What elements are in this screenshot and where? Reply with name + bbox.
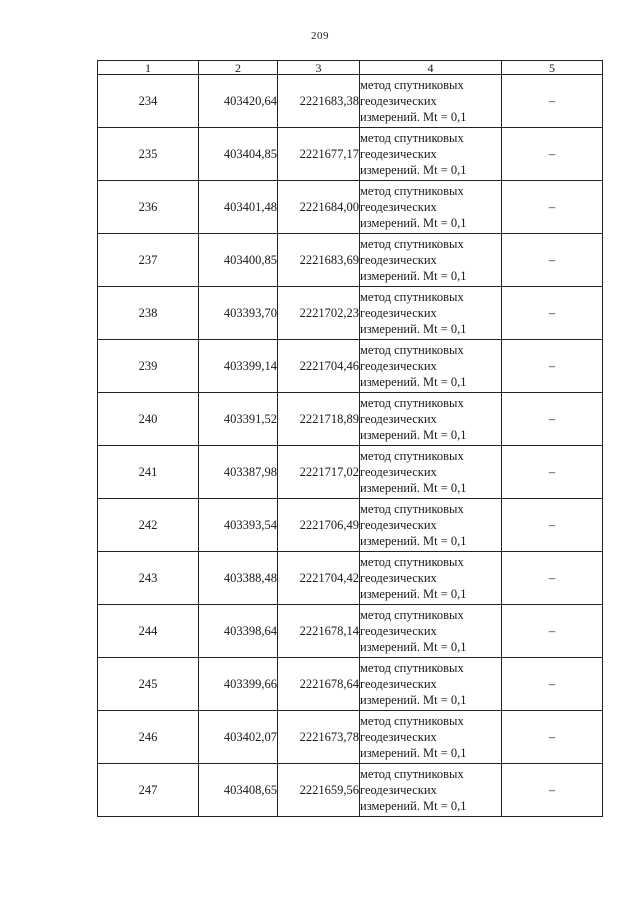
method-line-1: метод спутниковых [360, 237, 464, 251]
point-number: 236 [98, 181, 199, 234]
table-row [98, 393, 603, 446]
point-number: 242 [98, 499, 199, 552]
note-cell: – [502, 711, 603, 764]
table-row [98, 128, 603, 181]
table-row [98, 234, 603, 287]
note-cell: – [502, 287, 603, 340]
table-row [98, 499, 603, 552]
method-line-3: измерений. Mt = 0,1 [360, 481, 467, 495]
coordinate-x: 403388,48 [199, 552, 278, 605]
column-header-5: 5 [502, 61, 603, 75]
method-line-3: измерений. Mt = 0,1 [360, 216, 467, 230]
method-cell [360, 128, 502, 181]
method-line-1: метод спутниковых [360, 343, 464, 357]
coordinate-x: 403391,52 [199, 393, 278, 446]
method-line-3: измерений. Mt = 0,1 [360, 640, 467, 654]
method-line-2: геодезических [360, 359, 437, 373]
method-cell [360, 605, 502, 658]
coordinate-x: 403393,70 [199, 287, 278, 340]
point-number: 237 [98, 234, 199, 287]
coordinate-y: 2221678,64 [278, 658, 360, 711]
method-line-2: геодезических [360, 412, 437, 426]
coordinate-y: 2221684,00 [278, 181, 360, 234]
coordinate-x: 403387,98 [199, 446, 278, 499]
point-number: 238 [98, 287, 199, 340]
note-cell: – [502, 499, 603, 552]
note-cell: – [502, 658, 603, 711]
method-line-1: метод спутниковых [360, 608, 464, 622]
coordinate-y: 2221683,38 [278, 75, 360, 128]
coordinate-x: 403408,65 [199, 764, 278, 817]
coordinate-y: 2221706,49 [278, 499, 360, 552]
method-line-3: измерений. Mt = 0,1 [360, 746, 467, 760]
method-line-3: измерений. Mt = 0,1 [360, 534, 467, 548]
method-cell [360, 181, 502, 234]
note-cell: – [502, 234, 603, 287]
coordinate-x: 403393,54 [199, 499, 278, 552]
note-cell: – [502, 446, 603, 499]
method-line-1: метод спутниковых [360, 449, 464, 463]
method-line-3: измерений. Mt = 0,1 [360, 269, 467, 283]
coordinate-x: 403399,14 [199, 340, 278, 393]
method-cell [360, 340, 502, 393]
note-cell: – [502, 393, 603, 446]
note-cell: – [502, 340, 603, 393]
coordinate-y: 2221718,89 [278, 393, 360, 446]
column-header-4: 4 [360, 61, 502, 75]
table-row [98, 340, 603, 393]
column-header-3: 3 [278, 61, 360, 75]
coordinate-y: 2221683,69 [278, 234, 360, 287]
note-cell: – [502, 764, 603, 817]
method-line-3: измерений. Mt = 0,1 [360, 375, 467, 389]
point-number: 239 [98, 340, 199, 393]
coordinate-y: 2221702,23 [278, 287, 360, 340]
page-number: 209 [311, 30, 329, 42]
table-row [98, 552, 603, 605]
coordinate-x: 403398,64 [199, 605, 278, 658]
method-cell [360, 393, 502, 446]
method-line-2: геодезических [360, 677, 437, 691]
table-row [98, 711, 603, 764]
method-line-3: измерений. Mt = 0,1 [360, 428, 467, 442]
method-cell [360, 234, 502, 287]
coordinate-y: 2221704,46 [278, 340, 360, 393]
method-line-1: метод спутниковых [360, 396, 464, 410]
table-header-row [98, 61, 603, 75]
coordinate-y: 2221677,17 [278, 128, 360, 181]
point-number: 240 [98, 393, 199, 446]
coordinate-x: 403400,85 [199, 234, 278, 287]
method-line-2: геодезических [360, 200, 437, 214]
column-header-2: 2 [199, 61, 278, 75]
method-line-3: измерений. Mt = 0,1 [360, 163, 467, 177]
coordinate-y: 2221678,14 [278, 605, 360, 658]
method-line-2: геодезических [360, 730, 437, 744]
coordinate-y: 2221673,78 [278, 711, 360, 764]
method-line-1: метод спутниковых [360, 131, 464, 145]
method-cell [360, 287, 502, 340]
method-cell [360, 552, 502, 605]
note-cell: – [502, 605, 603, 658]
table-row [98, 181, 603, 234]
table-row [98, 446, 603, 499]
table-row [98, 75, 603, 128]
method-cell [360, 711, 502, 764]
table-row [98, 605, 603, 658]
method-line-3: измерений. Mt = 0,1 [360, 110, 467, 124]
table-row [98, 764, 603, 817]
note-cell: – [502, 75, 603, 128]
column-header-1: 1 [98, 61, 199, 75]
point-number: 234 [98, 75, 199, 128]
method-line-3: измерений. Mt = 0,1 [360, 587, 467, 601]
method-line-2: геодезических [360, 624, 437, 638]
method-line-3: измерений. Mt = 0,1 [360, 693, 467, 707]
coordinate-y: 2221717,02 [278, 446, 360, 499]
method-line-1: метод спутниковых [360, 714, 464, 728]
point-number: 243 [98, 552, 199, 605]
note-cell: – [502, 128, 603, 181]
coordinate-y: 2221659,56 [278, 764, 360, 817]
coordinate-y: 2221704,42 [278, 552, 360, 605]
point-number: 241 [98, 446, 199, 499]
coordinate-x: 403399,66 [199, 658, 278, 711]
method-cell [360, 658, 502, 711]
point-number: 244 [98, 605, 199, 658]
table-row [98, 658, 603, 711]
method-line-2: геодезических [360, 518, 437, 532]
coordinate-x: 403404,85 [199, 128, 278, 181]
method-cell [360, 764, 502, 817]
method-line-1: метод спутниковых [360, 502, 464, 516]
method-line-1: метод спутниковых [360, 290, 464, 304]
coordinate-x: 403420,64 [199, 75, 278, 128]
method-line-3: измерений. Mt = 0,1 [360, 322, 467, 336]
method-line-2: геодезических [360, 253, 437, 267]
method-line-2: геодезических [360, 306, 437, 320]
method-line-1: метод спутниковых [360, 767, 464, 781]
method-line-1: метод спутниковых [360, 78, 464, 92]
coordinates-table [97, 60, 603, 817]
point-number: 235 [98, 128, 199, 181]
note-cell: – [502, 181, 603, 234]
method-line-1: метод спутниковых [360, 661, 464, 675]
point-number: 246 [98, 711, 199, 764]
coordinate-x: 403401,48 [199, 181, 278, 234]
method-line-1: метод спутниковых [360, 555, 464, 569]
method-line-2: геодезических [360, 783, 437, 797]
method-line-2: геодезических [360, 94, 437, 108]
coordinate-x: 403402,07 [199, 711, 278, 764]
method-line-2: геодезических [360, 571, 437, 585]
method-line-3: измерений. Mt = 0,1 [360, 799, 467, 813]
table-row [98, 287, 603, 340]
method-cell [360, 446, 502, 499]
method-line-2: геодезических [360, 465, 437, 479]
point-number: 245 [98, 658, 199, 711]
method-cell [360, 499, 502, 552]
method-line-1: метод спутниковых [360, 184, 464, 198]
note-cell: – [502, 552, 603, 605]
method-cell [360, 75, 502, 128]
method-line-2: геодезических [360, 147, 437, 161]
point-number: 247 [98, 764, 199, 817]
